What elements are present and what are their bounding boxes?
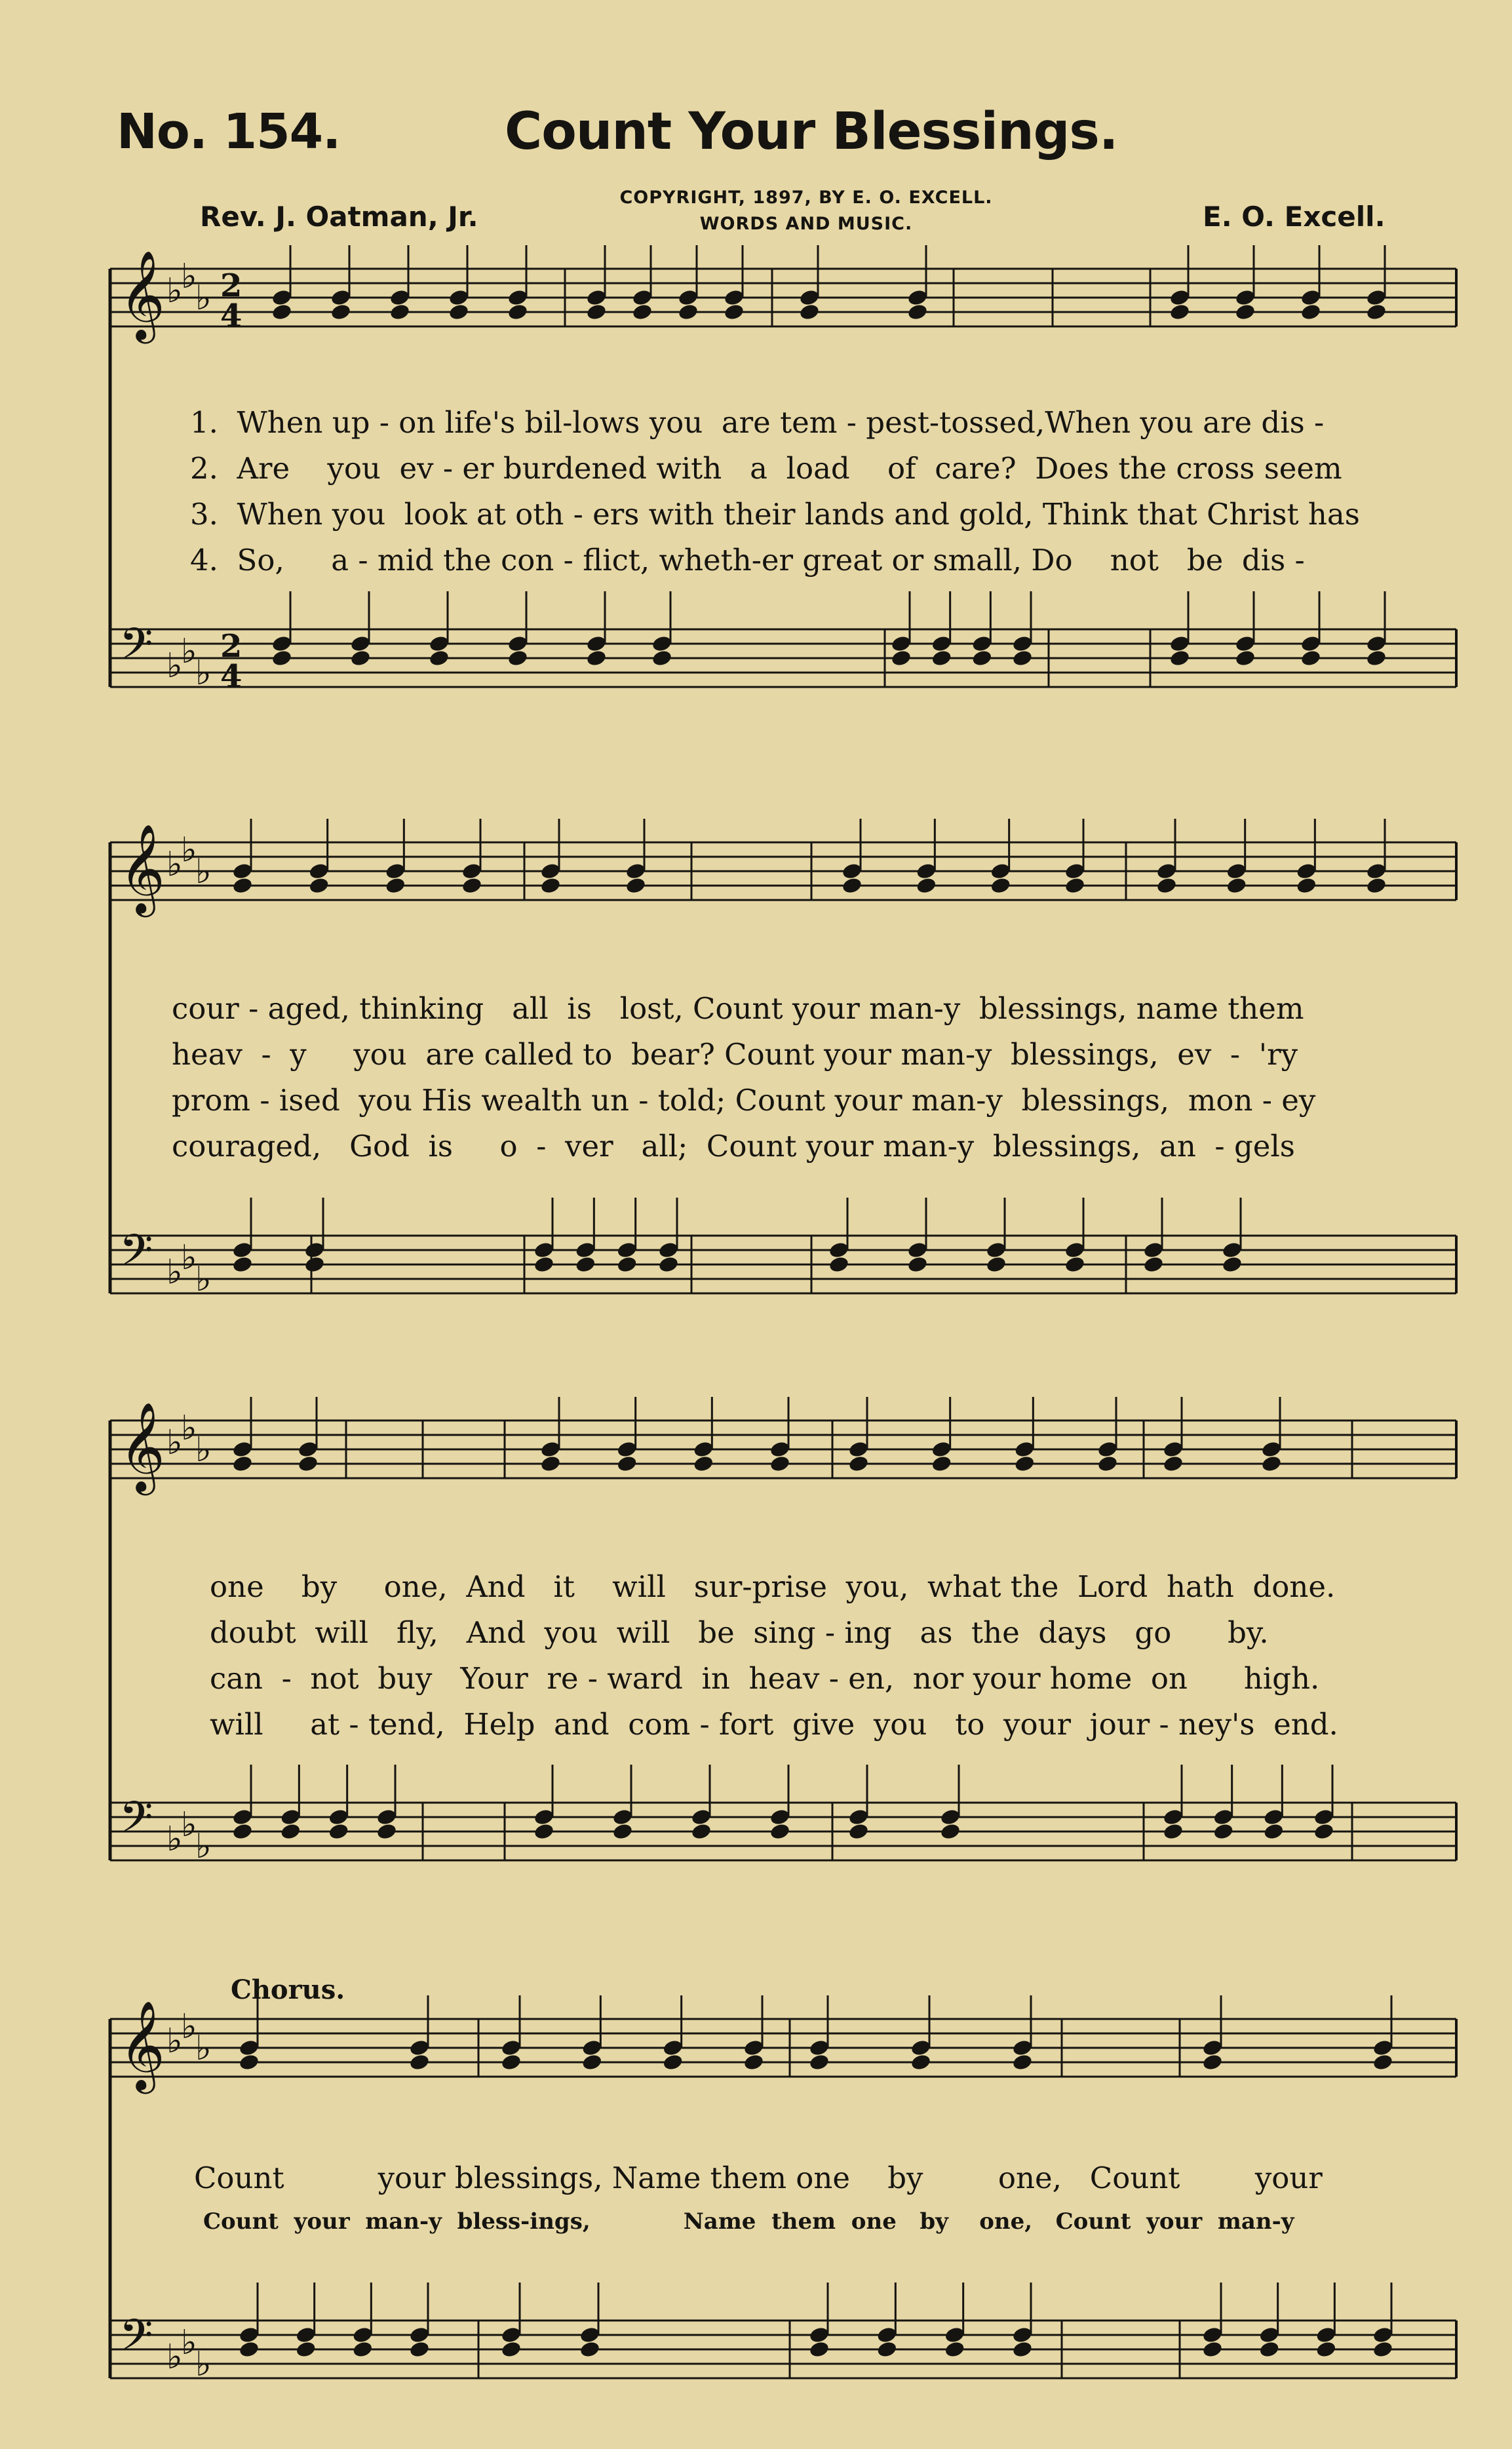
notehead xyxy=(798,303,820,321)
notehead xyxy=(1201,2053,1223,2071)
notehead xyxy=(906,303,928,321)
flat-sign: ♭ xyxy=(195,1260,212,1299)
notehead xyxy=(1234,303,1256,321)
notehead xyxy=(349,649,371,667)
notehead xyxy=(769,1455,790,1473)
notehead xyxy=(1313,1822,1334,1841)
flat-sign: ♭ xyxy=(166,1253,183,1292)
flat-sign: ♭ xyxy=(166,1820,183,1859)
copyright-line-1: COPYRIGHT, 1897, BY E. O. EXCELL. xyxy=(619,187,993,208)
notehead xyxy=(1142,1255,1164,1274)
flat-sign: ♭ xyxy=(166,845,183,884)
notehead xyxy=(1011,2340,1033,2359)
flat-sign: ♭ xyxy=(195,2345,212,2384)
treble-clef: 𝄞 xyxy=(119,1999,165,2090)
notehead xyxy=(931,649,952,667)
notehead xyxy=(1300,649,1321,667)
hymn-author: Rev. J. Oatman, Jr. xyxy=(200,201,478,233)
notehead xyxy=(651,649,672,667)
notehead xyxy=(328,1822,349,1841)
notehead xyxy=(428,649,450,667)
notehead xyxy=(500,2340,522,2359)
notehead xyxy=(376,1822,397,1841)
notehead xyxy=(906,1255,928,1274)
notehead xyxy=(657,1255,679,1274)
lyric-line-s1-v2: 2. Are you ev - er burdened with a load of care? Does the cross seem xyxy=(190,451,1342,486)
notehead xyxy=(539,876,561,895)
notehead xyxy=(611,1822,633,1841)
notehead xyxy=(539,1455,561,1473)
flat-sign: ♭ xyxy=(166,646,183,686)
notehead xyxy=(1296,876,1317,895)
bass-clef: 𝄢 xyxy=(119,619,153,680)
notehead xyxy=(352,2340,374,2359)
flat-sign: ♭ xyxy=(195,2029,212,2068)
notehead xyxy=(1300,303,1321,321)
chorus-lyric-main: Count your blessings, Name them one by one, Count your xyxy=(194,2161,1323,2195)
flat-sign: ♭ xyxy=(181,831,197,870)
lyric-line-s2-v1: cour - aged, thinking all is lost, Count your man-y blessings, name them xyxy=(172,991,1304,1026)
notehead xyxy=(408,2340,430,2359)
notehead xyxy=(231,1255,253,1274)
notehead xyxy=(238,2053,260,2071)
flat-sign: ♭ xyxy=(181,2323,197,2362)
notehead xyxy=(385,876,406,895)
time-signature: 2 xyxy=(220,628,242,665)
notehead xyxy=(581,2053,603,2071)
hymn-number: No. 154. xyxy=(117,104,341,160)
bass-clef: 𝄢 xyxy=(119,1225,153,1286)
notehead xyxy=(295,2340,317,2359)
chorus-lyric-alt: Count your man-y bless-ings, Name them one by one, Count your man-y xyxy=(203,2208,1294,2235)
notehead xyxy=(1011,2053,1033,2071)
notehead xyxy=(1201,2340,1223,2359)
flat-sign: ♭ xyxy=(181,1805,197,1845)
bass-clef: 𝄢 xyxy=(119,1792,153,1853)
notehead xyxy=(690,1822,712,1841)
lyric-line-s2-v4: couraged, God is o - ver all; Count your man-y blessings, an - gels xyxy=(172,1129,1295,1164)
notehead xyxy=(723,303,745,321)
notehead xyxy=(308,876,330,895)
flat-sign: ♭ xyxy=(166,2022,183,2061)
flat-sign: ♭ xyxy=(181,632,197,671)
notehead xyxy=(533,1822,554,1841)
notehead xyxy=(280,1822,301,1841)
notehead xyxy=(533,1255,554,1274)
notehead xyxy=(693,1455,714,1473)
lyric-line-s3-v3: can - not buy Your re - ward in heav - en, nor your home on high. xyxy=(210,1661,1320,1696)
notehead xyxy=(271,303,292,321)
notehead xyxy=(1096,1455,1118,1473)
flat-sign: ♭ xyxy=(166,2338,183,2377)
treble-clef: 𝄞 xyxy=(119,249,165,340)
hymn-composer: E. O. Excell. xyxy=(1203,201,1386,233)
flat-sign: ♭ xyxy=(181,257,197,296)
lyric-line-s3-v4: will at - tend, Help and com - fort give you to your jour - ney's end. xyxy=(210,1707,1338,1742)
notehead xyxy=(1155,876,1177,895)
notehead xyxy=(1169,649,1190,667)
notehead xyxy=(389,303,410,321)
notehead xyxy=(1260,1455,1282,1473)
notehead xyxy=(461,876,482,895)
notehead xyxy=(507,649,528,667)
notehead xyxy=(1064,1255,1085,1274)
notehead xyxy=(1162,1822,1184,1841)
notehead xyxy=(1226,876,1247,895)
notehead xyxy=(677,303,699,321)
notehead xyxy=(808,2053,830,2071)
notehead xyxy=(910,2053,931,2071)
notehead xyxy=(743,2053,764,2071)
notehead xyxy=(625,876,646,895)
chorus-label: Chorus. xyxy=(231,1974,345,2005)
lyric-line-s1-v1: 1. When up - on life's bil-lows you are tem - pest-tossed,When you are dis - xyxy=(190,405,1325,440)
lyric-line-s1-v3: 3. When you look at oth - ers with their lands and gold, Think that Christ has xyxy=(190,497,1360,532)
notehead xyxy=(890,649,912,667)
notehead xyxy=(575,1255,596,1274)
flat-sign: ♭ xyxy=(181,2007,197,2047)
notehead xyxy=(847,1822,869,1841)
notehead xyxy=(271,649,292,667)
flat-sign: ♭ xyxy=(166,1423,183,1462)
notehead xyxy=(939,1822,961,1841)
notehead xyxy=(916,876,937,895)
notehead xyxy=(507,303,528,321)
notehead xyxy=(876,2340,898,2359)
notehead xyxy=(500,2053,522,2071)
notehead xyxy=(330,303,351,321)
notehead xyxy=(944,2340,965,2359)
notehead xyxy=(231,876,253,895)
notehead xyxy=(1234,649,1256,667)
flat-sign: ♭ xyxy=(195,852,212,891)
notehead xyxy=(1169,303,1190,321)
notehead xyxy=(985,1255,1007,1274)
flat-sign: ♭ xyxy=(195,279,212,318)
notehead xyxy=(238,2340,260,2359)
time-signature: 2 xyxy=(220,267,242,304)
notehead xyxy=(585,303,607,321)
time-signature: 4 xyxy=(220,298,242,334)
notehead xyxy=(1221,1255,1243,1274)
notehead xyxy=(1258,2340,1280,2359)
hymn-title: Count Your Blessings. xyxy=(505,102,1118,161)
treble-clef: 𝄞 xyxy=(119,1401,165,1491)
notehead xyxy=(616,1455,638,1473)
notehead xyxy=(585,649,607,667)
notehead xyxy=(1162,1455,1184,1473)
notehead xyxy=(408,2053,430,2071)
notehead xyxy=(847,1455,869,1473)
notehead xyxy=(448,303,469,321)
time-signature: 4 xyxy=(220,658,242,695)
notehead xyxy=(808,2340,830,2359)
notehead xyxy=(1014,1455,1036,1473)
notehead xyxy=(1365,649,1387,667)
notehead xyxy=(631,303,653,321)
notehead xyxy=(1365,303,1387,321)
notehead xyxy=(1011,649,1033,667)
flat-sign: ♭ xyxy=(195,1827,212,1866)
flat-sign: ♭ xyxy=(195,654,212,693)
lyric-line-s1-v4: 4. So, a - mid the con - flict, wheth-er great or small, Do not be dis - xyxy=(190,543,1305,578)
notehead xyxy=(1315,2340,1337,2359)
notehead xyxy=(990,876,1011,895)
treble-clef: 𝄞 xyxy=(119,823,165,913)
notehead xyxy=(579,2340,600,2359)
lyric-line-s2-v3: prom - ised you His wealth un - told; Count your man-y blessings, mon - ey xyxy=(172,1083,1316,1118)
notehead xyxy=(231,1455,253,1473)
notehead xyxy=(828,1255,849,1274)
notehead xyxy=(1372,2053,1393,2071)
notehead xyxy=(662,2053,684,2071)
notehead xyxy=(303,1255,325,1274)
copyright-line-2: WORDS AND MUSIC. xyxy=(699,214,913,234)
notehead xyxy=(769,1822,790,1841)
notehead xyxy=(931,1455,952,1473)
notehead xyxy=(1263,1822,1285,1841)
lyric-line-s3-v1: one by one, And it will sur-prise you, what the Lord hath done. xyxy=(210,1569,1336,1604)
notehead xyxy=(1064,876,1085,895)
flat-sign: ♭ xyxy=(166,271,183,311)
notehead xyxy=(231,1822,253,1841)
notehead xyxy=(971,649,993,667)
lyric-line-s3-v2: doubt will fly, And you will be sing - ing as the days go by. xyxy=(210,1615,1269,1650)
notehead xyxy=(297,1455,319,1473)
flat-sign: ♭ xyxy=(181,1238,197,1278)
notehead xyxy=(1372,2340,1393,2359)
notehead xyxy=(1365,876,1387,895)
notehead xyxy=(616,1255,638,1274)
flat-sign: ♭ xyxy=(181,1409,197,1448)
flat-sign: ♭ xyxy=(195,1430,212,1470)
lyric-line-s2-v2: heav - y you are called to bear? Count your man-y blessings, ev - 'ry xyxy=(172,1037,1298,1072)
notehead xyxy=(841,876,863,895)
notehead xyxy=(1212,1822,1234,1841)
bass-clef: 𝄢 xyxy=(119,2310,153,2371)
